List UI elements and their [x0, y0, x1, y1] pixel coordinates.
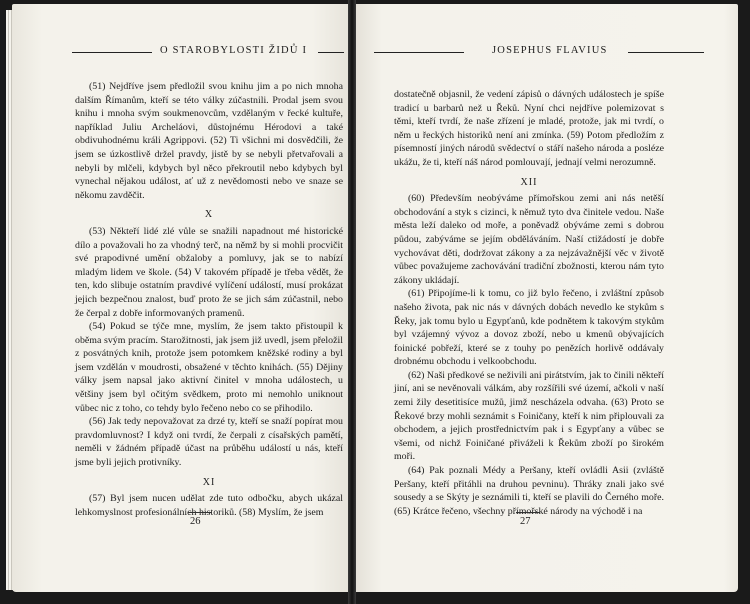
left-body-text — [75, 80, 343, 519]
paragraph: (51) Nejdříve jsem předložil svou knihu jim a po nich mnoha dalším Římanům, kteří se této války zúčastnili. Prodal jsem svou knihu i mnoha svým soukmenovcům, vzdělaným v řecké kultuře, například Juliu Archeláovi, důstojnému Hérodovi a také obdivuhodnému králi Agrippovi. (52) Ti všichni mi dosvědčili, že jsem se úzkostlivě držel pravdy, jistě by se nebyli přetvařovali a nebyli by mlčeli, kdybych byl něco překroutil nebo kdybych byl vynechal nějakou událost, ať už z nevědomosti nebo ve snaze se někomu zavděčit. — [75, 81, 343, 201]
paragraph: (57) Byl jsem nucen udělat zde tuto odbočku, abych ukázal lehkomyslnost profesionálních historiků. (58) Myslím, že jsem — [75, 493, 343, 518]
folio-rule — [516, 512, 540, 513]
paragraph: (61) Připojíme-li k tomu, co již bylo řečeno, i zvláštní způsob našeho života, pak nic nás v dávných dobách nevedlo ke stykům s Řeky, jak tomu bylo u Egypťanů, kde podnětem k takovým stykům byl vzájemný vývoz a dovoz zboží, nebo u kmenů obývajících foinické pobřeží, které se z touhy po penězích horlivě oddávaly drobnému obchodu i velkoobchodu. — [394, 288, 664, 368]
paragraph: (56) Jak tedy nepovažovat za drzé ty, kteří se snaží popírat mou pravdomluvnost? I když oni tvrdí, že čerpali z císařských pamětí, neměli v žádném případě účast na průběhu událostí u nás, kteří jsme byli jejich protivníky. — [75, 416, 343, 469]
header-rule — [628, 52, 704, 53]
book-gutter — [348, 0, 356, 604]
paragraph: (62) Naši předkové se neživili ani pirátstvím, jak to činili někteří jiní, ani se nevěnovali válkám, aby rozšířili své území, ačkoli v naší zemi žily desetitisíce mužů, jimž nescházela odvaha. (63) Proto se Řekové brzy mohli seznámit s Foiničany, kteří k nim připlouvali za obchodem, a jejich prostřednictvím pak i s Egypťany a vůbec se všemi, od nichž Foiničané přiváželi k Řekům zboží po širokém moři. — [394, 369, 664, 463]
paragraph: (53) Někteří lidé zlé vůle se snažili napadnout mé historické dílo a považovali ho za vhodný terč, na němž by si mohli procvičit své prapodivné umění obžaloby a pomluvy, jak se to nabízí mladým lidem ve škole. (54) V takovém případě je třeba vědět, že ten, kdo slibuje ostatním pravdivé vylíčení událostí, musí prokázat jejich bezpečnou znalost, buď proto že se jich sám zúčastnil, nebo že čerpal z dobře informovaných pramenů. — [75, 225, 343, 319]
right-header-title: JOSEPHUS FLAVIUS — [492, 45, 608, 56]
left-page-number: 26 — [190, 516, 201, 527]
left-page — [12, 4, 350, 592]
header-rule — [374, 52, 464, 53]
right-running-header — [374, 42, 704, 64]
right-page-number: 27 — [520, 516, 531, 527]
left-header-title: O STAROBYLOSTI ŽIDŮ I — [160, 45, 308, 56]
header-rule — [72, 52, 152, 53]
paragraph: (54) Pokud se týče mne, myslím, že jsem takto přistoupil k oběma svým pracím. Starožitnosti, jak jsem již uvedl, jsem přeložil z posvátných knih, protože jsem potomkem kněžské rodiny a byl jsem vzdělán v moudrosti, obsažené v těchto knihách. (55) Dějiny války jsem napsal jako aktivní činitel v mnoha událostech, u většiny jsem byl očitým svědkem, proto mi nemohlo uniknout vůbec nic z toho, co tehdy bylo řečeno nebo co se přihodilo. — [75, 321, 343, 414]
section-number: XI — [202, 476, 216, 488]
paragraph: (60) Především neobýváme přímořskou zemi ani nás netěší obchodování a styk s cizinci, k němuž tyto dva činitele vedou. Naše města leží daleko od moře, a poněvadž obýváme zemi s dobrou půdou, zabýváme se jejím obděláváním. Naší ctižádostí je dobře vychovávat děti, dodržovat zákony a za nejzávažnější věc v životě vůbec považujeme zachovávání tradiční zbožnosti, kterou nám tyto zákony ukládají. — [394, 193, 664, 286]
header-rule — [318, 52, 344, 53]
folio-rule — [188, 512, 212, 513]
right-page — [354, 4, 738, 592]
right-body-text — [394, 88, 664, 518]
section-number: X — [204, 209, 214, 221]
paragraph: dostatečně objasnil, že vedení zápisů o dávných událostech je spíše tradicí u barbarů než u Řeků. Nyní chci nejdříve polemizovat s těmi, kteří tvrdí, že naše zřízení je mladé, protože, jak mi tvrdí, o něm u řeckých historiků není ani zmínka. (59) Potom předložím z písemností jiných národů svědectví o stáří našeho národa a posléze ukážu, že ti, kteří náš národ pomlouvají, jednají velmi nerozumně. — [394, 89, 664, 168]
section-number: XII — [520, 176, 538, 188]
book-spread — [6, 0, 744, 598]
paragraph: (64) Pak poznali Médy a Peršany, kteří ovládli Asii (zvláště Peršany, kteří přitáhli na druhou pevninu). Thráky znali jako své sousedy a se Skýty je seznámili ti, kteří se plavili do Černého moře. (65) Krátce řečeno, všechny přímořské národy na východě i na — [394, 465, 664, 517]
left-running-header — [72, 42, 344, 64]
